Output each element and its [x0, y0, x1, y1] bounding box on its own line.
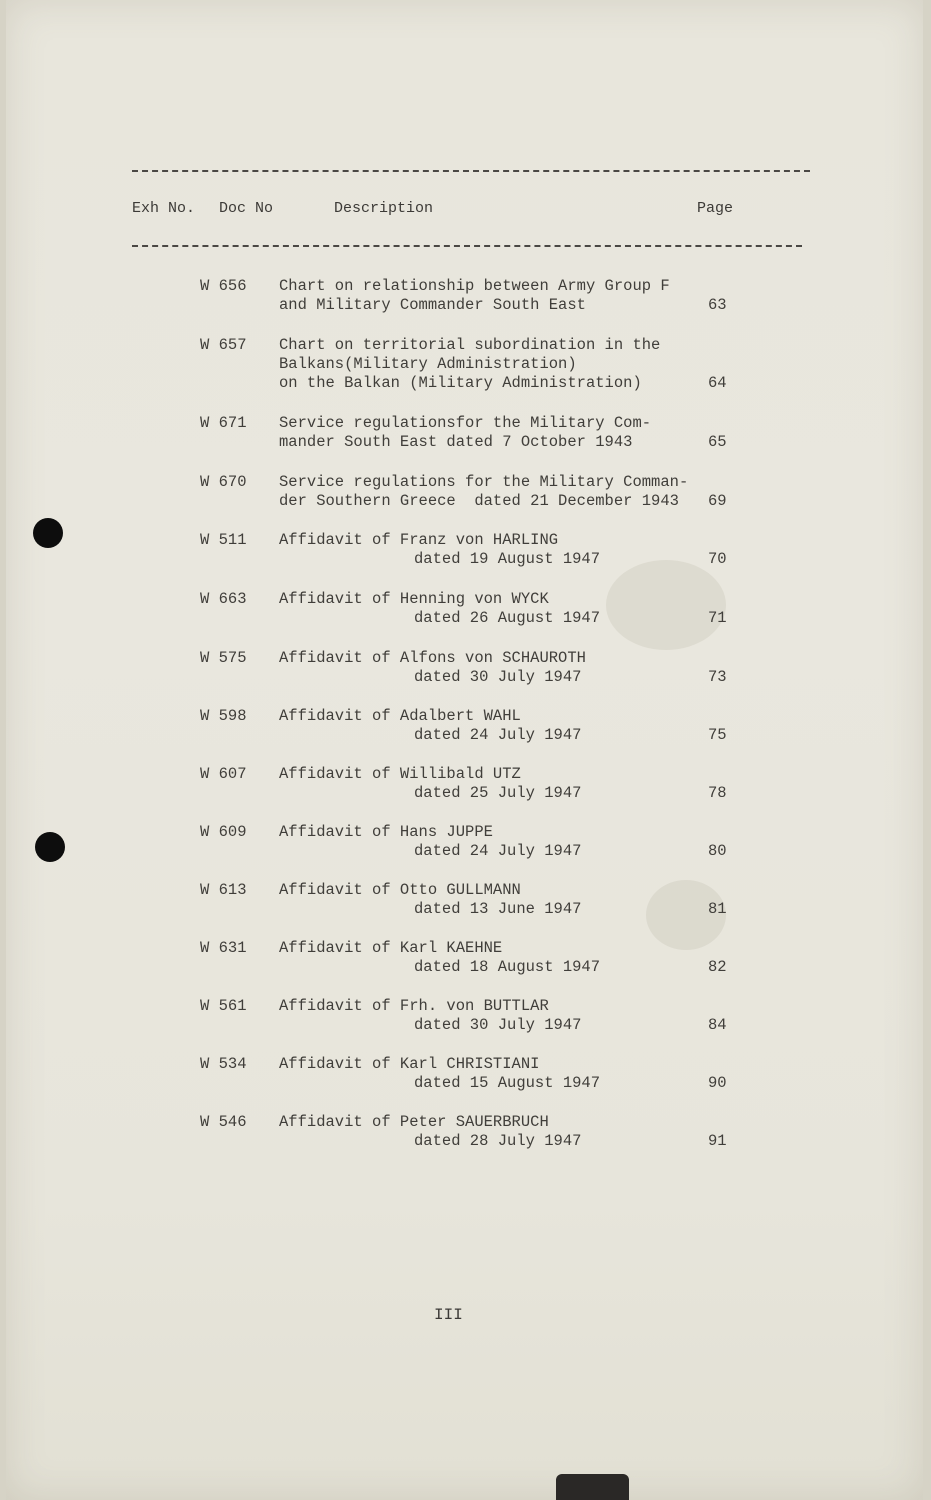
- exhibit-number: W 609: [200, 823, 247, 841]
- exhibit-description: [279, 823, 709, 861]
- description-line: dated 30 July 1947: [414, 668, 582, 686]
- exhibit-description: [279, 414, 709, 452]
- exhibit-number: W 511: [200, 531, 247, 549]
- description-line: dated 30 July 1947: [414, 1016, 582, 1034]
- binder-tab: [556, 1474, 629, 1500]
- description-line: Balkans(Military Administration): [279, 355, 577, 373]
- description-line: Affidavit of Adalbert WAHL: [279, 707, 521, 725]
- description-line: der Southern Greece dated 21 December 1943: [279, 492, 679, 510]
- header-dashed-rule: [132, 245, 802, 247]
- description-line: dated 24 July 1947: [414, 842, 582, 860]
- page-number: III: [434, 1306, 463, 1324]
- description-line: dated 13 June 1947: [414, 900, 582, 918]
- description-line: Affidavit of Henning von WYCK: [279, 590, 549, 608]
- exhibit-number: W 631: [200, 939, 247, 957]
- exhibit-page-number: 82: [708, 958, 727, 976]
- description-line: Affidavit of Willibald UTZ: [279, 765, 521, 783]
- description-line: Chart on territorial subordination in the: [279, 336, 661, 354]
- exhibit-description: [279, 590, 709, 628]
- exhibit-page-number: 71: [708, 609, 727, 627]
- exhibit-number: W 613: [200, 881, 247, 899]
- header-page: Page: [697, 200, 734, 217]
- exhibit-page-number: 69: [708, 492, 727, 510]
- exhibit-page-number: 63: [708, 296, 727, 314]
- exhibit-page-number: 84: [708, 1016, 727, 1034]
- exhibit-description: [279, 531, 709, 569]
- description-line: mander South East dated 7 October 1943: [279, 433, 633, 451]
- exhibit-number: W 598: [200, 707, 247, 725]
- top-dashed-rule: [132, 170, 810, 172]
- description-line: Chart on relationship between Army Group F: [279, 277, 670, 295]
- exhibit-number: W 663: [200, 590, 247, 608]
- header-doc-no: Doc No: [219, 200, 274, 217]
- description-line: dated 25 July 1947: [414, 784, 582, 802]
- exhibit-number: W 546: [200, 1113, 247, 1131]
- description-line: on the Balkan (Military Administration): [279, 374, 642, 392]
- exhibit-description: [279, 881, 709, 919]
- description-line: dated 15 August 1947: [414, 1074, 601, 1092]
- description-line: and Military Commander South East: [279, 296, 586, 314]
- description-line: Service regulationsfor the Military Com-: [279, 414, 652, 432]
- description-line: Service regulations for the Military Comman-: [279, 473, 689, 491]
- exhibit-description: [279, 277, 709, 315]
- exhibit-number: W 534: [200, 1055, 247, 1073]
- exhibit-number: W 607: [200, 765, 247, 783]
- punch-hole: [35, 832, 65, 862]
- description-line: Affidavit of Frh. von BUTTLAR: [279, 997, 549, 1015]
- description-line: dated 26 August 1947: [414, 609, 601, 627]
- document-page: [6, 0, 923, 1500]
- exhibit-number: W 670: [200, 473, 247, 491]
- exhibit-number: W 671: [200, 414, 247, 432]
- exhibit-description: [279, 473, 709, 511]
- exhibit-page-number: 81: [708, 900, 727, 918]
- description-line: dated 19 August 1947: [414, 550, 601, 568]
- exhibit-page-number: 75: [708, 726, 727, 744]
- exhibit-page-number: 90: [708, 1074, 727, 1092]
- description-line: Affidavit of Karl CHRISTIANI: [279, 1055, 540, 1073]
- exhibit-page-number: 64: [708, 374, 727, 392]
- exhibit-description: [279, 939, 709, 977]
- exhibit-description: [279, 1055, 709, 1093]
- exhibit-page-number: 91: [708, 1132, 727, 1150]
- description-line: Affidavit of Otto GULLMANN: [279, 881, 521, 899]
- description-line: Affidavit of Hans JUPPE: [279, 823, 493, 841]
- exhibit-number: W 657: [200, 336, 247, 354]
- description-line: dated 24 July 1947: [414, 726, 582, 744]
- exhibit-page-number: 80: [708, 842, 727, 860]
- description-line: Affidavit of Peter SAUERBRUCH: [279, 1113, 549, 1131]
- exhibit-page-number: 78: [708, 784, 727, 802]
- description-line: Affidavit of Karl KAEHNE: [279, 939, 503, 957]
- description-line: dated 28 July 1947: [414, 1132, 582, 1150]
- exhibit-page-number: 73: [708, 668, 727, 686]
- exhibit-description: [279, 765, 709, 803]
- exhibit-description: [279, 1113, 709, 1151]
- exhibit-page-number: 70: [708, 550, 727, 568]
- header-exh-no: Exh No.: [132, 200, 196, 217]
- punch-hole: [33, 518, 63, 548]
- exhibit-description: [279, 336, 709, 393]
- exhibit-description: [279, 707, 709, 745]
- exhibit-number: W 656: [200, 277, 247, 295]
- exhibit-number: W 561: [200, 997, 247, 1015]
- exhibit-page-number: 65: [708, 433, 727, 451]
- description-line: dated 18 August 1947: [414, 958, 601, 976]
- description-line: Affidavit of Franz von HARLING: [279, 531, 559, 549]
- exhibit-number: W 575: [200, 649, 247, 667]
- description-line: Affidavit of Alfons von SCHAUROTH: [279, 649, 586, 667]
- header-description: Description: [334, 200, 434, 217]
- exhibit-description: [279, 997, 709, 1035]
- exhibit-description: [279, 649, 709, 687]
